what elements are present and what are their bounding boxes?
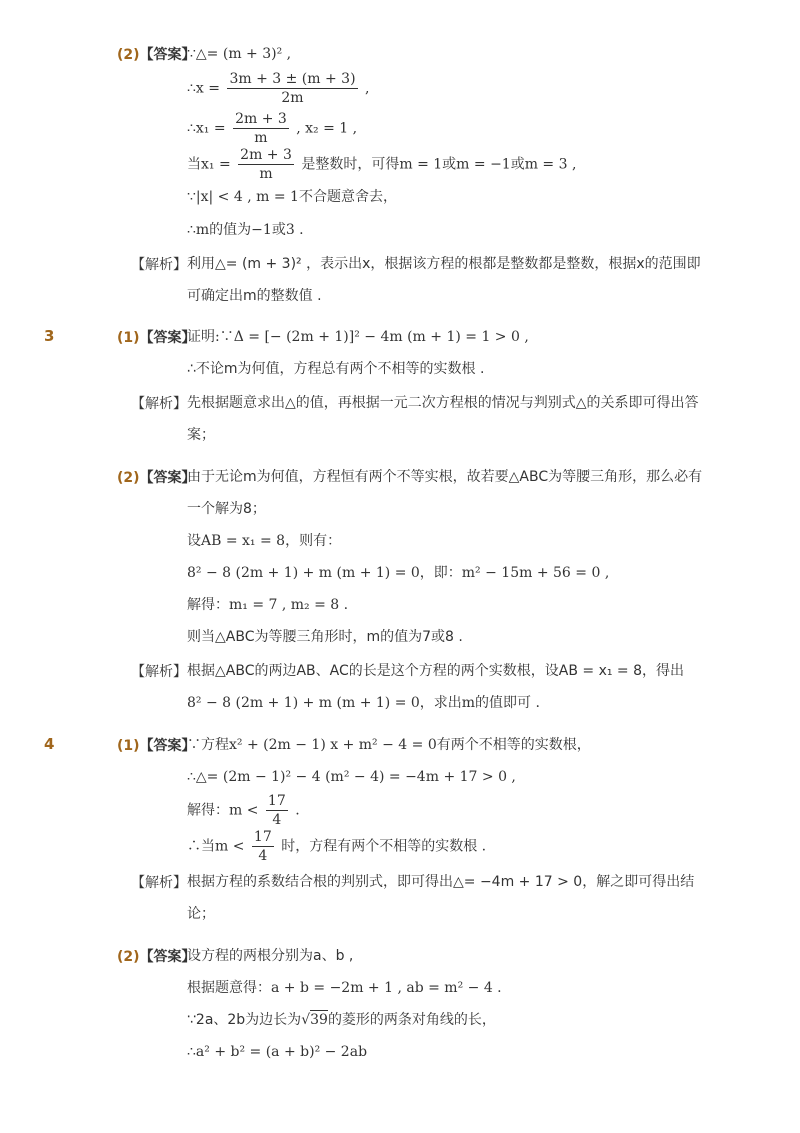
denominator: 4 <box>272 812 282 828</box>
answer-line-fraction <box>187 146 576 183</box>
part-label <box>117 44 196 64</box>
analysis-line: 论； <box>187 906 215 922</box>
sqrt-symbol: √ <box>301 1012 311 1028</box>
analysis-line: 根据△ABC的两边AB、AC的长是这个方程的两个实数根，设AB = x₁ = 8，得出 <box>187 663 685 679</box>
text-suffix: 的菱形的两条对角线的长， <box>327 1012 496 1028</box>
answer-line: ∵方程x² + (2m − 1) x + m² − 4 = 0有两个不相等的实数根， <box>187 737 591 753</box>
answer-tag: 【答案】 <box>139 738 196 754</box>
formula-prefix: ∴当m < <box>187 838 245 855</box>
analysis-tag: 【解析】 <box>131 396 187 412</box>
formula-prefix: ∴x = <box>187 80 220 97</box>
answer-line: 则当△ABC为等腰三角形时，m的值为7或8 . <box>187 629 463 645</box>
answer-line: ∴不论m为何值，方程总有两个不相等的实数根 . <box>187 361 485 377</box>
formula-prefix: 解得：m < <box>187 802 259 819</box>
answer-line: ∵|x| < 4 , m = 1不合题意舍去， <box>187 189 397 205</box>
analysis-line: 利用△= (m + 3)² ，表示出x，根据该方程的根都是整数都是整数，根据x的范围即 <box>187 256 701 272</box>
formula-suffix: . <box>295 802 300 819</box>
part-label <box>117 735 196 755</box>
answer-tag: 【答案】 <box>139 470 196 486</box>
answer-line-fraction <box>187 828 486 865</box>
formula-prefix: 当x₁ = <box>187 156 231 173</box>
formula-suffix: 是整数时，可得m = 1或m = −1或m = 3 , <box>301 156 577 173</box>
answer-tag: 【答案】 <box>139 330 196 346</box>
answer-line: 设方程的两根分别为a、b , <box>187 948 354 964</box>
fraction <box>266 792 288 829</box>
answer-line-sqrt <box>187 1010 496 1030</box>
answer-line: 解得：m₁ = 7 , m₂ = 8 . <box>187 597 349 613</box>
analysis-tag: 【解析】 <box>131 257 187 273</box>
numerator: 2m + 3 <box>240 147 292 163</box>
text-prefix: ∵2a、2b为边长为 <box>187 1012 302 1028</box>
answer-line: 根据题意得：a + b = −2m + 1 , ab = m² − 4 . <box>187 980 502 996</box>
part-label <box>117 467 196 487</box>
fraction <box>227 70 357 107</box>
numerator: 17 <box>267 793 286 809</box>
part-number: (1) <box>117 330 140 346</box>
answer-line-fraction <box>187 110 357 147</box>
answer-line: ∵△= (m + 3)² , <box>187 46 292 62</box>
formula-prefix: ∴x₁ = <box>187 120 226 137</box>
numerator: 17 <box>253 829 272 845</box>
answer-tag: 【答案】 <box>139 949 196 965</box>
analysis-line: 先根据题意求出△的值，再根据一元二次方程根的情况与判别式△的关系即可得出答 <box>187 395 699 411</box>
answer-line: ∴m的值为−1或3 . <box>187 222 304 238</box>
numerator: 2m + 3 <box>235 111 287 127</box>
answer-line: ∴△= (2m − 1)² − 4 (m² − 4) = −4m + 17 > 0 , <box>187 769 516 785</box>
answer-line: 设AB = x₁ = 8，则有： <box>187 533 342 549</box>
formula-suffix: , x₂ = 1 , <box>296 120 358 137</box>
analysis-line: 案； <box>187 427 215 443</box>
fraction <box>233 110 289 147</box>
answer-line: 由于无论m为何值，方程恒有两个不等实根，故若要△ABC为等腰三角形，那么必有 <box>187 469 703 485</box>
formula-suffix: 时，方程有两个不相等的实数根 . <box>281 838 487 855</box>
answer-line-fraction: ∴x = $\frac{3m + 3 \pm (m + 3)}{2m}$ , <box>187 71 370 106</box>
part-number: (2) <box>117 470 140 486</box>
denominator: 2m <box>281 90 304 106</box>
answer-line: ∴a² + b² = (a + b)² − 2ab <box>187 1044 368 1060</box>
denominator: m <box>254 130 268 146</box>
question-number: 3 <box>44 327 55 345</box>
answer-line: 一个解为8； <box>187 501 266 517</box>
denominator: 4 <box>258 848 268 864</box>
fraction <box>238 146 294 183</box>
analysis-line: 可确定出m的整数值 . <box>187 288 322 304</box>
part-number: (2) <box>117 47 140 63</box>
answer-line: 证明:∵Δ = [− (2m + 1)]² − 4m (m + 1) = 1 > 0 , <box>187 329 529 345</box>
fraction <box>252 828 274 865</box>
radicand: 39 <box>310 1012 328 1028</box>
part-label <box>117 327 196 347</box>
denominator: m <box>259 166 273 182</box>
part-number: (1) <box>117 738 140 754</box>
analysis-tag: 【解析】 <box>131 875 187 891</box>
answer-line-fraction <box>187 792 300 829</box>
analysis-line: 8² − 8 (2m + 1) + m (m + 1) = 0，求出m的值即可 . <box>187 695 540 711</box>
analysis-tag: 【解析】 <box>131 664 187 680</box>
part-label <box>117 946 196 966</box>
numerator: 3m + 3 ± (m + 3) <box>229 71 356 87</box>
answer-line: 8² − 8 (2m + 1) + m (m + 1) = 0，即：m² − 15m + 56 = 0 , <box>187 565 610 581</box>
analysis-line: 根据方程的系数结合根的判别式，即可得出△= −4m + 17 > 0，解之即可得出结 <box>187 874 695 890</box>
question-number: 4 <box>44 735 55 753</box>
answer-tag: 【答案】 <box>139 47 196 63</box>
part-number: (2) <box>117 949 140 965</box>
